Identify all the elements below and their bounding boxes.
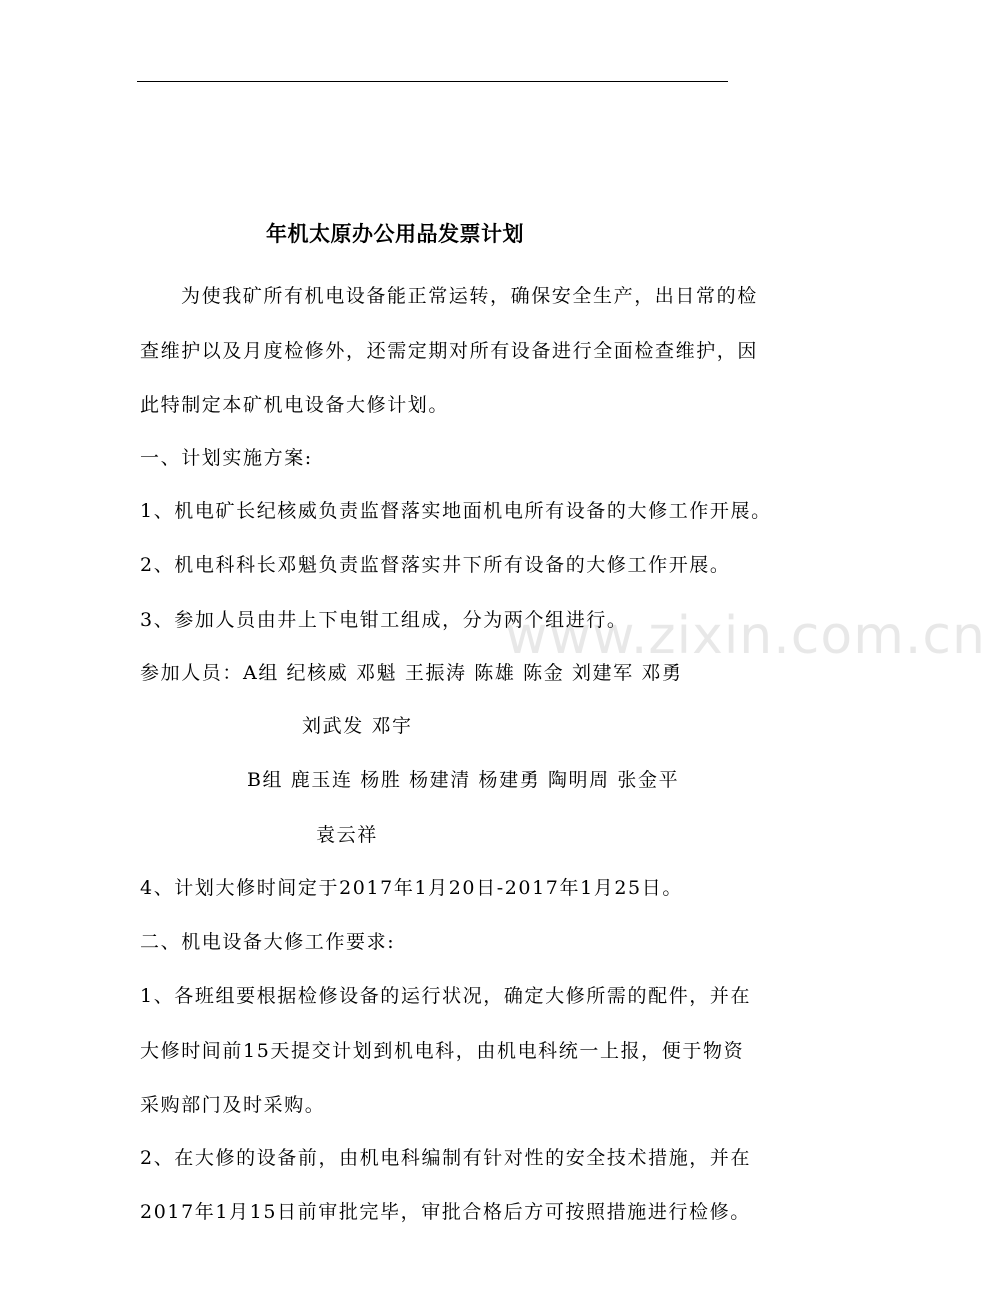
intro-line-3: 此特制定本矿机电设备大修计划。 [140,394,450,416]
section-2-heading: 二、机电设备大修工作要求: [140,931,396,953]
section-1-item-3: 3、参加人员由井上下电钳工组成，分为两个组进行。 [140,609,628,631]
section-1-heading: 一、计划实施方案: [140,447,313,469]
document-title: 年机太原办公用品发票计划 [266,222,524,246]
section-2-item-1-line-1: 1、各班组要根据检修设备的运行状况，确定大修所需的配件，并在 [140,985,752,1007]
section-1-item-4: 4、计划大修时间定于2017年1月20日-2017年1月25日。 [140,877,683,899]
intro-line-2: 查维护以及月度检修外，还需定期对所有设备进行全面检查维护，因 [140,340,759,362]
group-a-members-line-2: 刘武发 邓宇 [302,715,413,737]
section-2-item-1-line-2: 大修时间前15天提交计划到机电科，由机电科统一上报，便于物资 [140,1040,745,1062]
section-2-item-2-line-2: 2017年1月15日前审批完毕，审批合格后方可按照措施进行检修。 [140,1201,751,1223]
section-1-item-1: 1、机电矿长纪核威负责监督落实地面机电所有设备的大修工作开展。 [140,500,772,522]
group-b-members-line-1: B组 鹿玉连 杨胜 杨建清 杨建勇 陶明周 张金平 [247,769,680,791]
group-b-members-line-2: 袁云祥 [316,824,378,846]
intro-line-1: 为使我矿所有机电设备能正常运转，确保安全生产，出日常的检 [181,285,758,307]
section-1-item-2: 2、机电科科长邓魁负责监督落实井下所有设备的大修工作开展。 [140,554,731,576]
header-rule [137,81,728,82]
section-2-item-2-line-1: 2、在大修的设备前，由机电科编制有针对性的安全技术措施，并在 [140,1147,752,1169]
section-2-item-1-line-3: 采购部门及时采购。 [140,1094,326,1116]
watermark: www.zixin.com.cn [505,606,986,666]
group-a-members-line-1: 参加人员：A组 纪核威 邓魁 王振涛 陈雄 陈金 刘建军 邓勇 [140,662,683,684]
